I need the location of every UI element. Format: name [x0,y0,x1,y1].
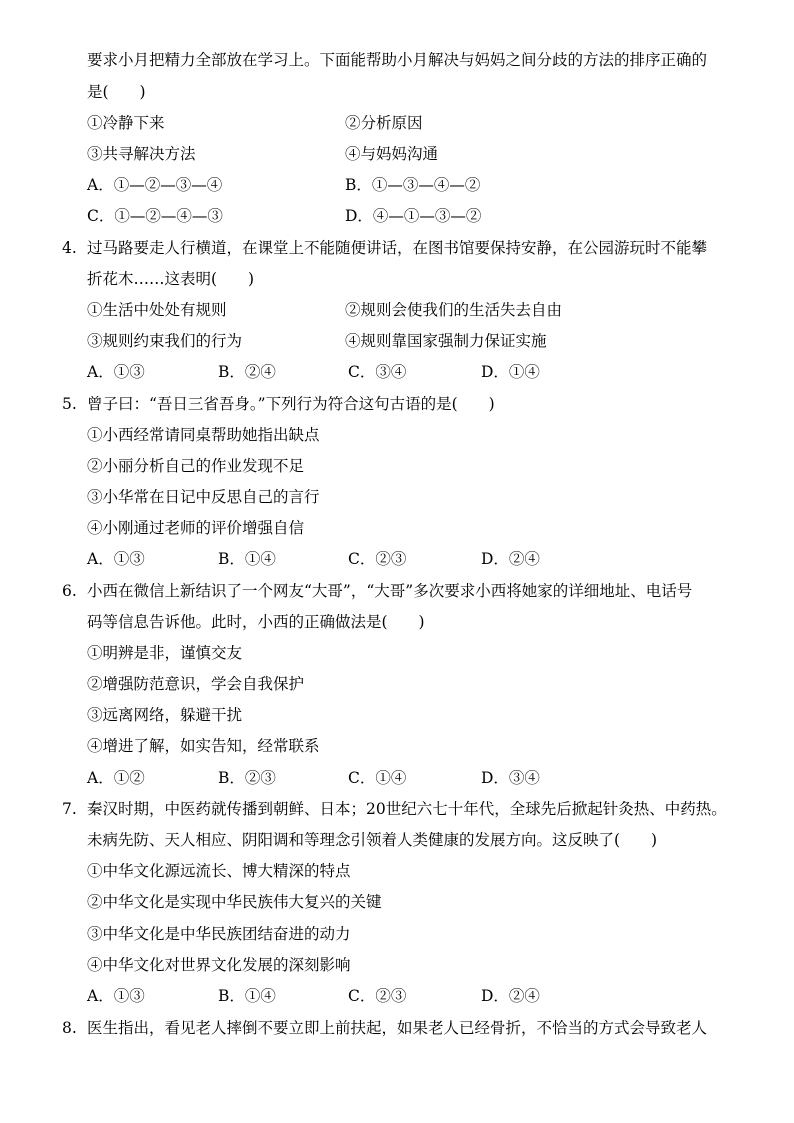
q3-stem-line-1: 要求小月把精力全部放在学习上。下面能帮助小月解决与妈妈之间分歧的方法的排序正确的 [87,51,708,69]
q6-item-2: ②增强防范意识，学会自我保护 [87,675,305,693]
q4-option-b[interactable]: B．②④ [218,363,276,381]
q4-stem-line-1: 过马路要走人行横道，在课堂上不能随便讲话，在图书馆要保持安静，在公园游玩时不能攀 [87,239,708,257]
q6-option-d[interactable]: D．③④ [481,769,540,787]
q6-option-c[interactable]: C．①④ [348,769,407,787]
q5-option-a[interactable]: A．①③ [87,550,145,568]
q7-option-d[interactable]: D．②④ [481,987,540,1005]
q3-item-4: ④与妈妈沟通 [345,145,439,163]
q7-item-4: ④中华文化对世界文化发展的深刻影响 [87,956,351,974]
q3-option-c[interactable]: C．①—②—④—③ [87,207,223,225]
q3-item-3: ③共寻解决方法 [87,145,196,163]
q4-item-3: ③规则约束我们的行为 [87,332,243,350]
q7-option-b[interactable]: B．①④ [218,987,276,1005]
q3-option-b[interactable]: B．①—③—④—② [345,176,481,194]
q4-option-d[interactable]: D．①④ [481,363,540,381]
q5-item-1: ①小西经常请同桌帮助她指出缺点 [87,426,320,444]
q7-stem-line-2: 未病先防、天人相应、阴阳调和等理念引领着人类健康的发展方向。这反映了( ) [87,831,658,849]
q7-option-a[interactable]: A．①③ [87,987,145,1005]
q6-number: 6. [62,582,77,600]
q6-stem-line-2: 码等信息告诉他。此时，小西的正确做法是( ) [87,613,425,631]
q8-number: 8. [62,1019,77,1037]
q6-option-a[interactable]: A．①② [87,769,145,787]
q4-item-1: ①生活中处处有规则 [87,301,227,319]
q5-number: 5. [62,395,77,413]
q7-option-c[interactable]: C．②③ [348,987,407,1005]
q4-option-c[interactable]: C．③④ [348,363,407,381]
q4-number: 4. [62,239,77,257]
q6-item-4: ④增进了解，如实告知，经常联系 [87,737,320,755]
q6-item-1: ①明辨是非，谨慎交友 [87,644,243,662]
q3-stem-line-2: 是( ) [87,83,146,101]
q7-item-2: ②中华文化是实现中华民族伟大复兴的关键 [87,893,382,911]
q7-item-1: ①中华文化源远流长、博大精深的特点 [87,862,351,880]
q4-option-a[interactable]: A．①③ [87,363,145,381]
q6-option-b[interactable]: B．②③ [218,769,276,787]
q5-option-c[interactable]: C．②③ [348,550,407,568]
q6-item-3: ③远离网络，躲避干扰 [87,706,243,724]
q8-stem-line-1: 医生指出，看见老人摔倒不要立即上前扶起，如果老人已经骨折，不恰当的方式会导致老人 [87,1019,708,1037]
q7-item-3: ③中华文化是中华民族团结奋进的动力 [87,925,351,943]
q4-item-2: ②规则会使我们的生活失去自由 [345,301,563,319]
q7-stem-line-1: 秦汉时期，中医药就传播到朝鲜、日本；20世纪六七十年代，全球先后掀起针灸热、中药热。 [87,800,727,818]
q7-number: 7. [62,800,77,818]
q5-stem-line-1: 曾子曰：“吾日三省吾身。”下列行为符合这句古语的是( ) [87,395,495,413]
q5-option-d[interactable]: D．②④ [481,550,540,568]
q5-item-4: ④小刚通过老师的评价增强自信 [87,519,305,537]
q3-option-a[interactable]: A．①—②—③—④ [87,176,223,194]
q4-item-4: ④规则靠国家强制力保证实施 [345,332,547,350]
q3-item-1: ①冷静下来 [87,114,165,132]
q4-stem-line-2: 折花木……这表明( ) [87,270,255,288]
q5-item-2: ②小丽分析自己的作业发现不足 [87,457,305,475]
q6-stem-line-1: 小西在微信上新结识了一个网友“大哥”，“大哥”多次要求小西将她家的详细地址、电话号 [87,582,693,600]
q3-option-d[interactable]: D．④—①—③—② [345,207,482,225]
q5-item-3: ③小华常在日记中反思自己的言行 [87,488,320,506]
q3-item-2: ②分析原因 [345,114,423,132]
q5-option-b[interactable]: B．①④ [218,550,276,568]
